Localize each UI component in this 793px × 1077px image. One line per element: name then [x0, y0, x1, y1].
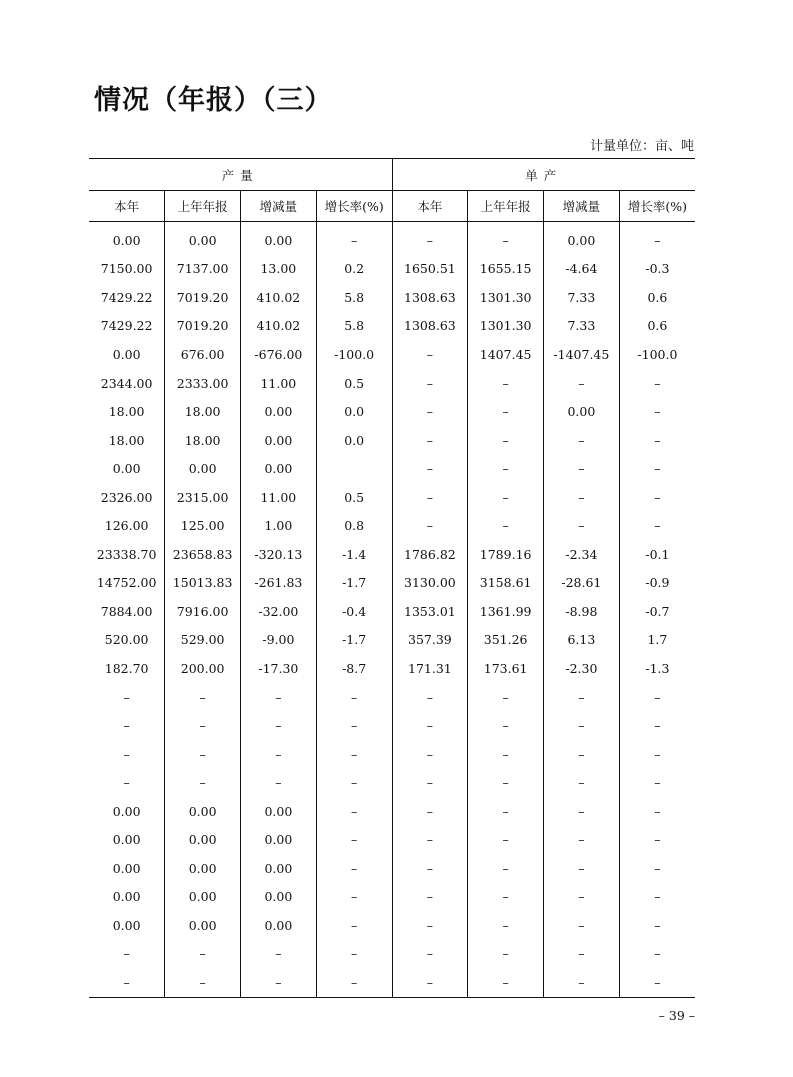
table-cell: 0.00 — [241, 797, 317, 826]
table-cell: – — [544, 483, 620, 512]
table-cell: – — [392, 740, 468, 769]
column-header: 增长率(%) — [619, 191, 695, 222]
table-cell: – — [392, 883, 468, 912]
table-cell — [316, 454, 392, 483]
table-cell: 7019.20 — [165, 312, 241, 341]
column-header: 增减量 — [241, 191, 317, 222]
table-cell: – — [241, 740, 317, 769]
table-row — [89, 283, 695, 312]
table-cell: 0.6 — [619, 312, 695, 341]
table-cell: -1.4 — [316, 540, 392, 569]
table-cell: – — [468, 369, 544, 398]
column-header: 上年年报 — [468, 191, 544, 222]
table-cell: – — [392, 711, 468, 740]
table-row — [89, 426, 695, 455]
table-cell: – — [544, 911, 620, 940]
table-cell: – — [316, 825, 392, 854]
table-cell: – — [544, 426, 620, 455]
table-row — [89, 768, 695, 797]
table-cell: – — [316, 711, 392, 740]
table-cell: – — [165, 968, 241, 997]
table-cell: – — [619, 911, 695, 940]
table-cell: – — [392, 397, 468, 426]
table-cell: 1.7 — [619, 626, 695, 655]
table-cell: 3130.00 — [392, 569, 468, 598]
table-body — [89, 222, 695, 998]
column-header: 本年 — [89, 191, 165, 222]
table-cell: – — [544, 511, 620, 540]
table-cell: 0.00 — [112, 803, 141, 819]
table-cell: 7.33 — [544, 283, 620, 312]
table-cell: – — [544, 883, 620, 912]
table-cell: -9.00 — [241, 626, 317, 655]
table-row — [89, 483, 695, 512]
table-cell: 6.13 — [544, 626, 620, 655]
table-cell: 357.39 — [392, 626, 468, 655]
table-cell: -1.3 — [619, 654, 695, 683]
table-row — [89, 540, 695, 569]
group-header-yield: 单产 — [392, 159, 695, 191]
table-cell: -0.7 — [619, 597, 695, 626]
table-cell: – — [123, 775, 130, 791]
table-cell: – — [544, 854, 620, 883]
table-row — [89, 569, 695, 598]
table-cell: 7429.22 — [100, 318, 153, 334]
table-cell: – — [165, 711, 241, 740]
table-cell: – — [392, 683, 468, 712]
table-row — [89, 397, 695, 426]
table-cell: -0.9 — [619, 569, 695, 598]
table-cell: – — [316, 768, 392, 797]
table-cell: 171.31 — [392, 654, 468, 683]
column-header: 增长率(%) — [316, 191, 392, 222]
table-cell: – — [392, 797, 468, 826]
table-cell: – — [619, 711, 695, 740]
table-cell: 1789.16 — [468, 540, 544, 569]
table-cell: – — [392, 911, 468, 940]
table-cell: 1308.63 — [392, 312, 468, 341]
table-cell: 1407.45 — [468, 340, 544, 369]
table-cell: – — [468, 222, 544, 255]
table-cell: 14752.00 — [96, 575, 157, 591]
table-cell: – — [392, 854, 468, 883]
page-title: 情况（年报）（三） — [94, 85, 333, 116]
table-cell: – — [89, 968, 165, 997]
table-cell: 182.70 — [104, 660, 149, 676]
table-cell: 18.00 — [108, 432, 145, 448]
table-cell: 0.00 — [112, 889, 141, 905]
table-cell: – — [544, 683, 620, 712]
table-cell: 125.00 — [165, 511, 241, 540]
table-cell: -32.00 — [241, 597, 317, 626]
table-cell: – — [544, 454, 620, 483]
table-cell: – — [619, 483, 695, 512]
table-cell: 0.2 — [316, 255, 392, 284]
table-cell: – — [468, 911, 544, 940]
table-cell: – — [468, 854, 544, 883]
table-cell: – — [316, 740, 392, 769]
table-cell: – — [316, 911, 392, 940]
table-cell: – — [392, 483, 468, 512]
table-cell: -1.7 — [316, 626, 392, 655]
table-cell: 0.00 — [165, 911, 241, 940]
table-cell: 410.02 — [241, 283, 317, 312]
table-cell: 0.00 — [165, 797, 241, 826]
table-cell: – — [544, 968, 620, 997]
table-cell: 0.00 — [241, 426, 317, 455]
table-cell: 529.00 — [165, 626, 241, 655]
table-cell: 18.00 — [108, 404, 145, 420]
table-cell: 0.00 — [165, 883, 241, 912]
table-cell: – — [316, 222, 392, 255]
table-cell: – — [619, 369, 695, 398]
table-cell: – — [619, 683, 695, 712]
table-cell: 0.00 — [112, 461, 141, 477]
table-cell: 1353.01 — [392, 597, 468, 626]
table-cell: -320.13 — [241, 540, 317, 569]
table-cell: 7429.22 — [100, 289, 153, 305]
table-cell: – — [468, 683, 544, 712]
column-header: 上年年报 — [165, 191, 241, 222]
page-number: – 39 – — [658, 1008, 695, 1023]
table-cell: 0.00 — [241, 825, 317, 854]
table-row — [89, 454, 695, 483]
table-row — [89, 711, 695, 740]
table-cell: 410.02 — [241, 312, 317, 341]
table-cell: 3158.61 — [468, 569, 544, 598]
table-cell: 1361.99 — [468, 597, 544, 626]
table-cell: 15013.83 — [165, 569, 241, 598]
table-cell: – — [544, 825, 620, 854]
table-cell: 7.33 — [544, 312, 620, 341]
table-cell: 5.8 — [316, 312, 392, 341]
table-cell: 0.8 — [316, 511, 392, 540]
table-cell: 520.00 — [104, 632, 149, 648]
table-cell: – — [619, 511, 695, 540]
table-cell: – — [392, 768, 468, 797]
table-cell: – — [123, 946, 130, 962]
table-cell: 1.00 — [241, 511, 317, 540]
table-cell: 676.00 — [165, 340, 241, 369]
group-header-production: 产量 — [89, 159, 392, 191]
table-cell: 2315.00 — [165, 483, 241, 512]
table-cell: 0.00 — [544, 222, 620, 255]
table-cell: 11.00 — [241, 483, 317, 512]
table-cell: – — [316, 854, 392, 883]
table-row — [89, 683, 695, 712]
table-cell: 126.00 — [104, 518, 149, 534]
table-cell: 7150.00 — [100, 261, 153, 277]
table-cell: 0.00 — [112, 860, 141, 876]
table-cell: -1407.45 — [544, 340, 620, 369]
table-cell: – — [544, 369, 620, 398]
table-cell: – — [619, 397, 695, 426]
table-cell: – — [468, 511, 544, 540]
table-cell: 0.00 — [241, 454, 317, 483]
table-cell: – — [123, 689, 130, 705]
table-cell: – — [468, 740, 544, 769]
table-cell: 0.00 — [241, 883, 317, 912]
table-cell: 1655.15 — [468, 255, 544, 284]
table-cell: -4.64 — [544, 255, 620, 284]
table-cell: – — [619, 740, 695, 769]
table-cell: 1301.30 — [468, 312, 544, 341]
table-cell: – — [392, 825, 468, 854]
table-cell: 0.5 — [316, 483, 392, 512]
table-cell: 0.00 — [165, 825, 241, 854]
table-cell: 23658.83 — [165, 540, 241, 569]
table-cell: -0.1 — [619, 540, 695, 569]
table-cell: -2.34 — [544, 540, 620, 569]
table-cell: -676.00 — [241, 340, 317, 369]
table-row — [89, 797, 695, 826]
table-cell: – — [468, 397, 544, 426]
table-cell: 0.0 — [316, 426, 392, 455]
table-cell: – — [619, 768, 695, 797]
table-row — [89, 511, 695, 540]
table-cell: 0.0 — [316, 397, 392, 426]
table-cell: 13.00 — [241, 255, 317, 284]
table-cell: -8.7 — [316, 654, 392, 683]
table-cell: 7019.20 — [165, 283, 241, 312]
table-cell: – — [241, 968, 317, 997]
table-cell: 18.00 — [165, 397, 241, 426]
table-cell: – — [241, 683, 317, 712]
table-cell: – — [619, 222, 695, 255]
table-cell: – — [468, 968, 544, 997]
table-cell: -17.30 — [241, 654, 317, 683]
table-cell: – — [316, 797, 392, 826]
table-row — [89, 825, 695, 854]
table-cell: 1301.30 — [468, 283, 544, 312]
table-cell: – — [544, 797, 620, 826]
table-cell: 0.00 — [241, 911, 317, 940]
table-cell: – — [316, 940, 392, 969]
table-cell: 0.00 — [165, 222, 241, 255]
table-cell: 5.8 — [316, 283, 392, 312]
table-cell: – — [123, 746, 130, 762]
table-cell: -100.0 — [619, 340, 695, 369]
table-cell: – — [468, 454, 544, 483]
table-cell: – — [619, 426, 695, 455]
table-cell: 23338.70 — [96, 546, 157, 562]
table-cell: – — [544, 768, 620, 797]
table-cell: – — [468, 797, 544, 826]
table-row — [89, 740, 695, 769]
table-cell: -0.4 — [316, 597, 392, 626]
table-cell: 1786.82 — [392, 540, 468, 569]
table-cell: 0.00 — [112, 232, 141, 248]
table-cell: – — [619, 883, 695, 912]
table-cell: – — [392, 369, 468, 398]
table-cell: – — [316, 683, 392, 712]
table-cell: 7916.00 — [165, 597, 241, 626]
table-cell: -1.7 — [316, 569, 392, 598]
table-cell: 0.00 — [112, 917, 141, 933]
table-cell: – — [468, 711, 544, 740]
column-header: 本年 — [392, 191, 468, 222]
table-cell: 7884.00 — [100, 603, 153, 619]
table-cell: 0.00 — [241, 854, 317, 883]
table-cell: – — [241, 940, 317, 969]
table-cell: – — [619, 854, 695, 883]
table-cell: -0.3 — [619, 255, 695, 284]
table-row — [89, 854, 695, 883]
table-row — [89, 312, 695, 341]
table-cell: – — [392, 454, 468, 483]
table-cell: – — [165, 740, 241, 769]
table-cell: – — [468, 825, 544, 854]
table-cell: 2344.00 — [100, 375, 153, 391]
table-cell: – — [468, 483, 544, 512]
table-cell: – — [392, 968, 468, 997]
table-cell: -28.61 — [544, 569, 620, 598]
table-row — [89, 968, 695, 997]
table-row — [89, 369, 695, 398]
table-cell: – — [544, 740, 620, 769]
table-cell: – — [619, 825, 695, 854]
table-cell: – — [468, 883, 544, 912]
table-row — [89, 883, 695, 912]
table-cell: 18.00 — [165, 426, 241, 455]
table-row — [89, 626, 695, 655]
table-cell: – — [165, 940, 241, 969]
table-cell: – — [241, 768, 317, 797]
table-cell: – — [392, 426, 468, 455]
table-row — [89, 222, 695, 255]
table-cell: 1650.51 — [392, 255, 468, 284]
table-cell: 0.00 — [241, 397, 317, 426]
table-cell: 0.5 — [316, 369, 392, 398]
table-cell: – — [619, 797, 695, 826]
table-cell: – — [392, 511, 468, 540]
table-cell: 7137.00 — [165, 255, 241, 284]
table-cell: – — [241, 711, 317, 740]
table-cell: 0.6 — [619, 283, 695, 312]
table-row — [89, 911, 695, 940]
table-row — [89, 940, 695, 969]
unit-note: 计量单位：亩、吨 — [589, 139, 694, 154]
table-row — [89, 654, 695, 683]
table-cell: – — [316, 883, 392, 912]
table-cell: 2333.00 — [165, 369, 241, 398]
table-cell: 0.00 — [112, 832, 141, 848]
table-cell: – — [544, 711, 620, 740]
table-cell: – — [468, 768, 544, 797]
table-row — [89, 340, 695, 369]
table-cell: – — [392, 222, 468, 255]
table-cell: – — [468, 940, 544, 969]
statistics-table — [89, 158, 695, 998]
table-cell: – — [468, 426, 544, 455]
table-cell: – — [392, 340, 468, 369]
table-cell: 0.00 — [165, 454, 241, 483]
table-cell: 2326.00 — [100, 489, 153, 505]
table-cell: 200.00 — [165, 654, 241, 683]
table-cell: -261.83 — [241, 569, 317, 598]
table-cell: 351.26 — [468, 626, 544, 655]
table-cell: – — [619, 968, 695, 997]
table-cell: 173.61 — [468, 654, 544, 683]
table-row — [89, 597, 695, 626]
table-cell: 0.00 — [112, 346, 141, 362]
table-cell: – — [123, 718, 130, 734]
table-cell: – — [544, 940, 620, 969]
table-cell: – — [165, 768, 241, 797]
column-header: 增减量 — [544, 191, 620, 222]
table-cell: – — [619, 940, 695, 969]
table-cell: – — [619, 454, 695, 483]
table-row — [89, 255, 695, 284]
table-cell: -100.0 — [316, 340, 392, 369]
table-cell: – — [316, 968, 392, 997]
table-cell: 0.00 — [165, 854, 241, 883]
table-cell: 1308.63 — [392, 283, 468, 312]
table-cell: -2.30 — [544, 654, 620, 683]
table-cell: 0.00 — [544, 397, 620, 426]
table-cell: 0.00 — [241, 222, 317, 255]
table-cell: -8.98 — [544, 597, 620, 626]
table-cell: – — [165, 683, 241, 712]
table-cell: 11.00 — [241, 369, 317, 398]
table-cell: – — [392, 940, 468, 969]
